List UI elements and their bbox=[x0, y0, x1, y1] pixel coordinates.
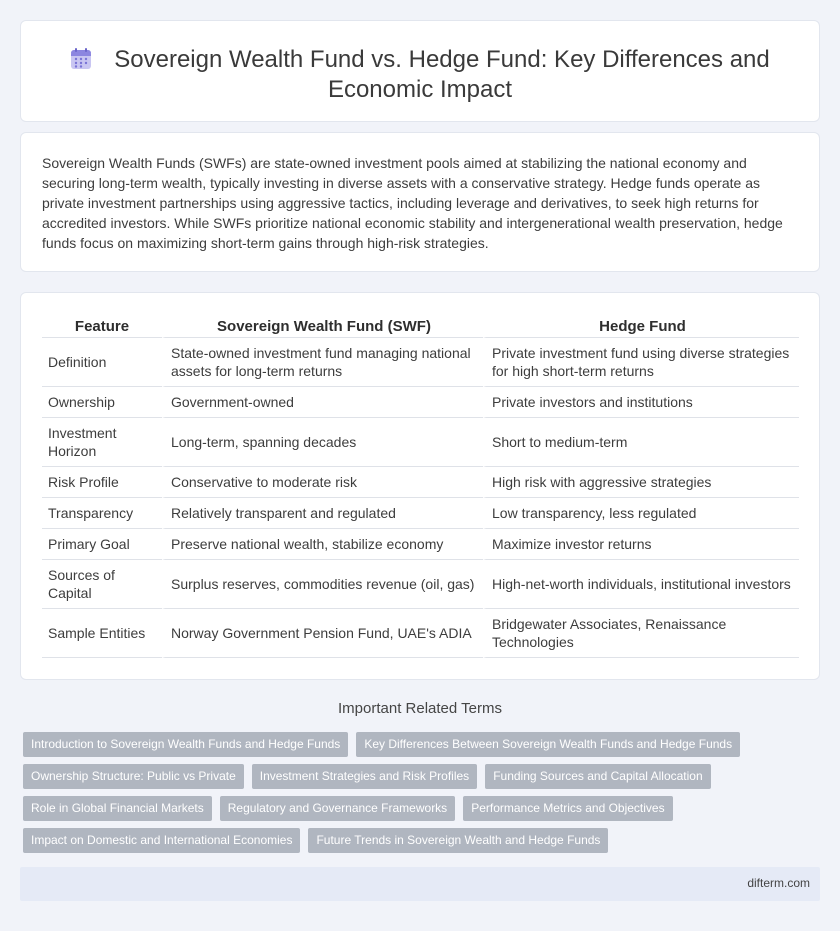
hedge-fund-cell: High risk with aggressive strategies bbox=[483, 467, 799, 498]
feature-cell: Definition bbox=[42, 338, 162, 387]
feature-cell: Investment Horizon bbox=[42, 418, 162, 467]
feature-cell: Risk Profile bbox=[42, 467, 162, 498]
footer-bar bbox=[20, 867, 820, 901]
hedge-fund-cell: Short to medium-term bbox=[483, 418, 799, 467]
related-terms-title: Important Related Terms bbox=[338, 700, 502, 717]
footer-site-link[interactable]: difterm.com bbox=[747, 876, 810, 890]
swf-cell: Conservative to moderate risk bbox=[162, 467, 483, 498]
related-term-tag[interactable]: Role in Global Financial Markets bbox=[23, 796, 212, 821]
page-title bbox=[21, 45, 819, 105]
related-term-tag[interactable]: Performance Metrics and Objectives bbox=[463, 796, 672, 821]
table-row bbox=[42, 498, 799, 529]
feature-cell: Primary Goal bbox=[42, 529, 162, 560]
swf-cell: Government-owned bbox=[162, 387, 483, 418]
related-term-tag[interactable]: Impact on Domestic and International Economies bbox=[23, 828, 300, 853]
table-row bbox=[42, 529, 799, 560]
hedge-fund-cell: Low transparency, less regulated bbox=[483, 498, 799, 529]
related-term-tag[interactable]: Future Trends in Sovereign Wealth and Hedge Funds bbox=[308, 828, 608, 853]
header-swf: Sovereign Wealth Fund (SWF) bbox=[162, 316, 483, 338]
swf-cell: Relatively transparent and regulated bbox=[162, 498, 483, 529]
header-feature: Feature bbox=[42, 316, 162, 338]
tag-row bbox=[23, 828, 813, 853]
feature-cell: Sources of Capital bbox=[42, 560, 162, 609]
related-terms-tags bbox=[23, 732, 813, 860]
swf-cell: Long-term, spanning decades bbox=[162, 418, 483, 467]
hedge-fund-cell: Bridgewater Associates, Renaissance Technologies bbox=[483, 609, 799, 658]
hedge-fund-cell: Private investors and institutions bbox=[483, 387, 799, 418]
title-wrap bbox=[21, 45, 819, 105]
related-term-tag[interactable]: Regulatory and Governance Frameworks bbox=[220, 796, 455, 821]
table-row bbox=[42, 418, 799, 467]
comparison-table bbox=[42, 316, 799, 658]
intro-paragraph: Sovereign Wealth Funds (SWFs) are state-owned investment pools aimed at stabilizing the national economy and securing long-term wealth, typically investing in diverse assets with a conservative strategy. Hedge funds operate as private investment partnerships using aggressive tactics, including leverage and derivatives, to seek high returns for accredited investors. While SWFs prioritize national economic stability and intergenerational wealth preservation, hedge funds focus on maximizing short-term gains through high-risk strategies. bbox=[42, 155, 783, 251]
related-term-tag[interactable]: Investment Strategies and Risk Profiles bbox=[252, 764, 477, 789]
related-term-tag[interactable]: Introduction to Sovereign Wealth Funds and Hedge Funds bbox=[23, 732, 348, 757]
header-hedge-fund: Hedge Fund bbox=[483, 316, 799, 338]
related-term-tag[interactable]: Key Differences Between Sovereign Wealth Funds and Hedge Funds bbox=[356, 732, 740, 757]
table-row bbox=[42, 467, 799, 498]
header-card bbox=[20, 20, 820, 122]
hedge-fund-cell: Maximize investor returns bbox=[483, 529, 799, 560]
table-row bbox=[42, 387, 799, 418]
swf-cell: State-owned investment fund managing national assets for long-term returns bbox=[162, 338, 483, 387]
table-row bbox=[42, 609, 799, 658]
tag-row bbox=[23, 764, 813, 789]
table-row bbox=[42, 560, 799, 609]
tag-row bbox=[23, 732, 813, 757]
table-row bbox=[42, 338, 799, 387]
swf-cell: Norway Government Pension Fund, UAE's ADIA bbox=[162, 609, 483, 658]
calendar-icon bbox=[70, 48, 92, 70]
feature-cell: Ownership bbox=[42, 387, 162, 418]
hedge-fund-cell: Private investment fund using diverse strategies for high short-term returns bbox=[483, 338, 799, 387]
tag-row bbox=[23, 796, 813, 821]
related-term-tag[interactable]: Ownership Structure: Public vs Private bbox=[23, 764, 244, 789]
swf-cell: Preserve national wealth, stabilize economy bbox=[162, 529, 483, 560]
related-term-tag[interactable]: Funding Sources and Capital Allocation bbox=[485, 764, 710, 789]
hedge-fund-cell: High-net-worth individuals, institutional investors bbox=[483, 560, 799, 609]
intro-card bbox=[20, 132, 820, 272]
swf-cell: Surplus reserves, commodities revenue (oil, gas) bbox=[162, 560, 483, 609]
comparison-card bbox=[20, 292, 820, 680]
feature-cell: Transparency bbox=[42, 498, 162, 529]
table-header-row bbox=[42, 316, 799, 338]
page-title-text: Sovereign Wealth Fund vs. Hedge Fund: Key Differences and Economic Impact bbox=[114, 46, 770, 103]
feature-cell: Sample Entities bbox=[42, 609, 162, 658]
